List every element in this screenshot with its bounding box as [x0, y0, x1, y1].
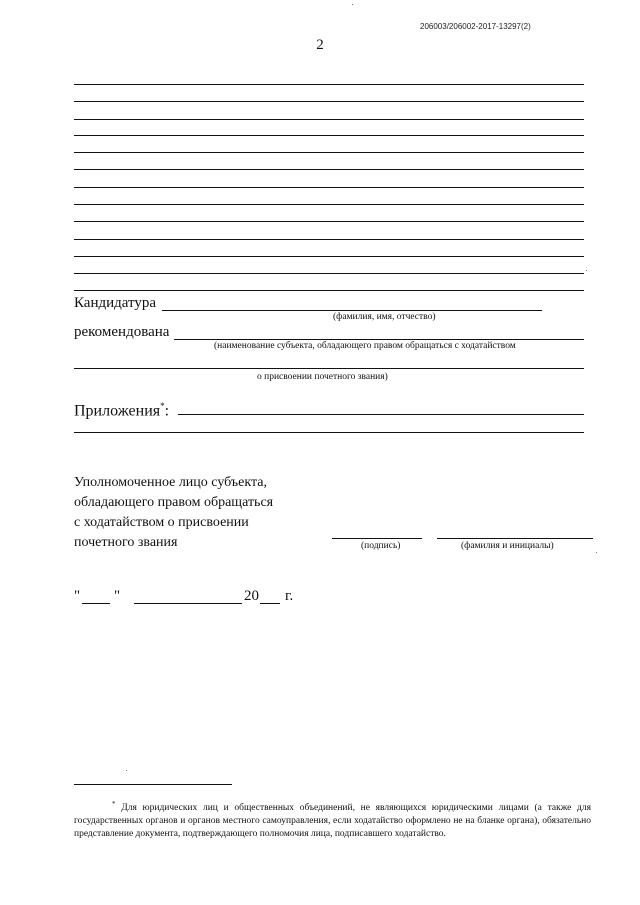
- attachments-footnote-marker: *: [160, 401, 165, 411]
- blank-line[interactable]: [74, 119, 584, 120]
- signature-field[interactable]: [332, 538, 422, 539]
- name-initials-field[interactable]: [437, 538, 593, 539]
- candidacy-caption: (фамилия, имя, отчество): [333, 312, 436, 322]
- scan-speck: [352, 4, 353, 5]
- scan-speck: [596, 552, 597, 553]
- blank-line[interactable]: [74, 152, 584, 153]
- blank-line[interactable]: [74, 204, 584, 205]
- blank-line[interactable]: [74, 290, 584, 291]
- signature-caption: (подпись): [361, 541, 401, 551]
- date-year-field[interactable]: [260, 603, 280, 604]
- page-number: 2: [316, 37, 324, 53]
- date-close-quote: ": [114, 588, 121, 604]
- blank-line[interactable]: [74, 187, 584, 188]
- date-day-field[interactable]: [82, 603, 110, 604]
- attachments-field-continued[interactable]: [74, 432, 584, 433]
- blank-line[interactable]: [74, 101, 584, 102]
- footnote: [74, 798, 591, 841]
- blank-line[interactable]: [74, 273, 584, 274]
- document-number: 206003/206002-2017-13297(2): [420, 22, 531, 31]
- date-year-prefix: 20: [244, 588, 259, 604]
- candidacy-label: Кандидатура: [74, 295, 157, 311]
- scan-speck: [586, 270, 587, 271]
- attachments-colon: :: [164, 402, 170, 420]
- blank-line[interactable]: [74, 221, 584, 222]
- authorized-line: с ходатайством о присвоении: [74, 515, 249, 530]
- authorized-line: почетного звания: [74, 535, 178, 550]
- candidacy-field[interactable]: [162, 310, 542, 311]
- date-year-suffix: г.: [285, 588, 294, 604]
- authorized-line: обладающего правом обращаться: [74, 495, 274, 510]
- blank-line[interactable]: [74, 84, 584, 85]
- authorized-person-block: [74, 473, 273, 553]
- recommended-caption-line2: о присвоении почетного звания): [257, 372, 388, 382]
- footnote-separator: [74, 784, 232, 785]
- recommended-label: рекомендована: [74, 324, 170, 340]
- name-initials-caption: (фамилия и инициалы): [461, 541, 554, 551]
- attachments-label: [74, 401, 169, 420]
- footnote-text: Для юридических лиц и общественных объединений, не являющихся юридическими лицами (а также для государственных органов и органов местного самоуправления, если ходатайство оформлено не на бланке органа), обязательно представление документа, подтверждающего полномочия лица, подписавшего ходатайство.: [74, 803, 591, 840]
- footnote-marker: *: [112, 800, 116, 808]
- attachments-label-text: Приложения: [74, 402, 161, 420]
- recommended-field[interactable]: [174, 339, 584, 340]
- recommended-caption-line1: (наименование субъекта, обладающего правом обращаться с ходатайством: [214, 341, 516, 351]
- blank-line[interactable]: [74, 135, 584, 136]
- recommended-field-continued[interactable]: [74, 368, 584, 369]
- blank-line[interactable]: [74, 169, 584, 170]
- scan-speck: [126, 770, 127, 771]
- attachments-field[interactable]: [178, 414, 584, 415]
- blank-line[interactable]: [74, 239, 584, 240]
- blank-line[interactable]: [74, 256, 584, 257]
- date-open-quote: ": [74, 588, 81, 604]
- date-month-field[interactable]: [134, 603, 242, 604]
- authorized-line: Уполномоченное лицо субъекта,: [74, 475, 267, 490]
